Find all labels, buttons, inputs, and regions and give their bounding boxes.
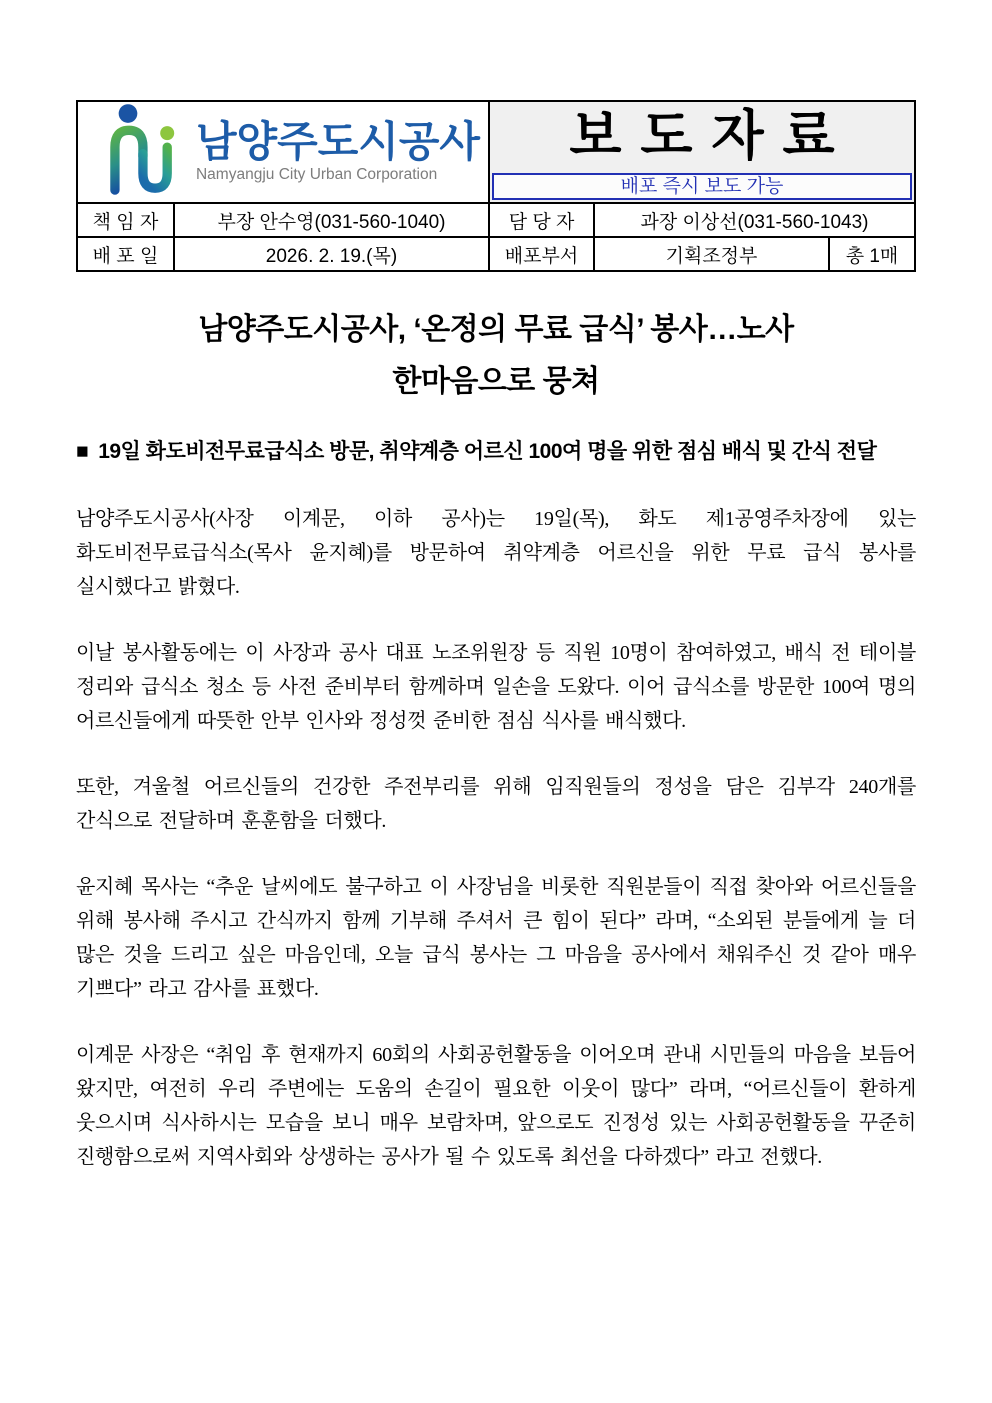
press-cell bbox=[489, 101, 915, 203]
body-paragraph-1: 남양주도시공사(사장 이계문, 이하 공사)는 19일(목), 화도 제1공영주차장에 있는 화도비전무료급식소(목사 윤지혜)를 방문하여 취약계층 어르신을 위한 무료 급식 봉사를 실시했다고 밝혔다. bbox=[76, 508, 916, 598]
contact-person-value: 과장 이상선(031-560-1043) bbox=[594, 203, 915, 237]
summary-bullet bbox=[76, 434, 916, 470]
header-top-row bbox=[77, 101, 915, 203]
department-value: 기획조정부 bbox=[594, 237, 829, 271]
logo-cell bbox=[77, 101, 489, 203]
logo-text bbox=[196, 119, 480, 185]
title-line-2: 한마음으로 뭉쳐 bbox=[392, 365, 600, 398]
company-logo bbox=[78, 102, 488, 202]
square-bullet-icon: ■ bbox=[76, 440, 89, 463]
body-paragraph-4: 윤지혜 목사는 “추운 날씨에도 불구하고 이 사장님을 비롯한 직원분들이 직접 찾아와 어르신들을 위해 봉사해 주시고 간식까지 함께 기부해 주셔서 큰 힘이 된다” 라며, “소외된 분들에게 늘 더 많은 것을 드리고 싶은 마음인데, 오늘 급식 봉사는 그 마음을 공사에서 채워주신 것 같아 매우 기쁘다” 라고 감사를 표했다. bbox=[76, 876, 916, 1000]
body-paragraph-3: 또한, 겨울철 어르신들의 건강한 주전부리를 위해 임직원들의 정성을 담은 김부각 240개를 간식으로 전달하며 훈훈함을 더했다. bbox=[76, 776, 916, 832]
title-line-1: 남양주도시공사, ‘온정의 무료 급식’ 봉사…노사 bbox=[198, 313, 794, 346]
document-content bbox=[76, 304, 916, 1174]
press-cell-inner bbox=[490, 102, 914, 202]
body-paragraph-5: 이계문 사장은 “취임 후 현재까지 60회의 사회공헌활동을 이어오며 관내 시민들의 마음을 보듬어 왔지만, 여전히 우리 주변에는 도움의 손길이 필요한 이웃이 많다” 라며, “어르신들이 환하게 웃으시며 식사하시는 모습을 보니 매우 보람차며, 앞으로도 진정성 있는 사회공헌활동을 꾸준히 진행함으로써 지역사회와 상생하는 공사가 될 수 있도록 최선을 다하겠다” 라고 전했다. bbox=[76, 1044, 916, 1168]
responsible-person-value: 부장 안수영(031-560-1040) bbox=[174, 203, 489, 237]
document-type-title: 보도자료 bbox=[569, 106, 854, 166]
release-date-value: 2026. 2. 19.(목) bbox=[174, 237, 489, 271]
release-note-box: 배포 즉시 보도 가능 bbox=[492, 173, 912, 200]
company-name-english: Namyangju City Urban Corporation bbox=[195, 166, 438, 183]
department-label: 배포부서 bbox=[489, 237, 594, 271]
page-count: 총 1매 bbox=[829, 237, 915, 271]
page-title bbox=[76, 304, 916, 408]
article-body bbox=[76, 502, 916, 1174]
body-paragraph-2: 이날 봉사활동에는 이 사장과 공사 대표 노조위원장 등 직원 10명이 참여하였고, 배식 전 테이블 정리와 급식소 청소 등 사전 준비부터 함께하며 일손을 도왔다. 이어 급식소를 방문한 100여 명의 어르신들에게 따뜻한 안부 인사와 정성껏 준비한 점심 식사를 배식했다. bbox=[76, 642, 916, 732]
company-name-korean: 남양주도시공사 bbox=[195, 118, 480, 165]
summary-text: 19일 화도비전무료급식소 방문, 취약계층 어르신 100여 명을 위한 점심 배식 및 간식 전달 bbox=[98, 440, 877, 463]
contact-person-label: 담 당 자 bbox=[489, 203, 594, 237]
people-figures-logo-icon bbox=[100, 102, 184, 202]
info-row-2 bbox=[77, 237, 915, 271]
responsible-person-label: 책 임 자 bbox=[77, 203, 174, 237]
release-date-label: 배 포 일 bbox=[77, 237, 174, 271]
header-table bbox=[76, 100, 916, 272]
info-row-1 bbox=[77, 203, 915, 237]
